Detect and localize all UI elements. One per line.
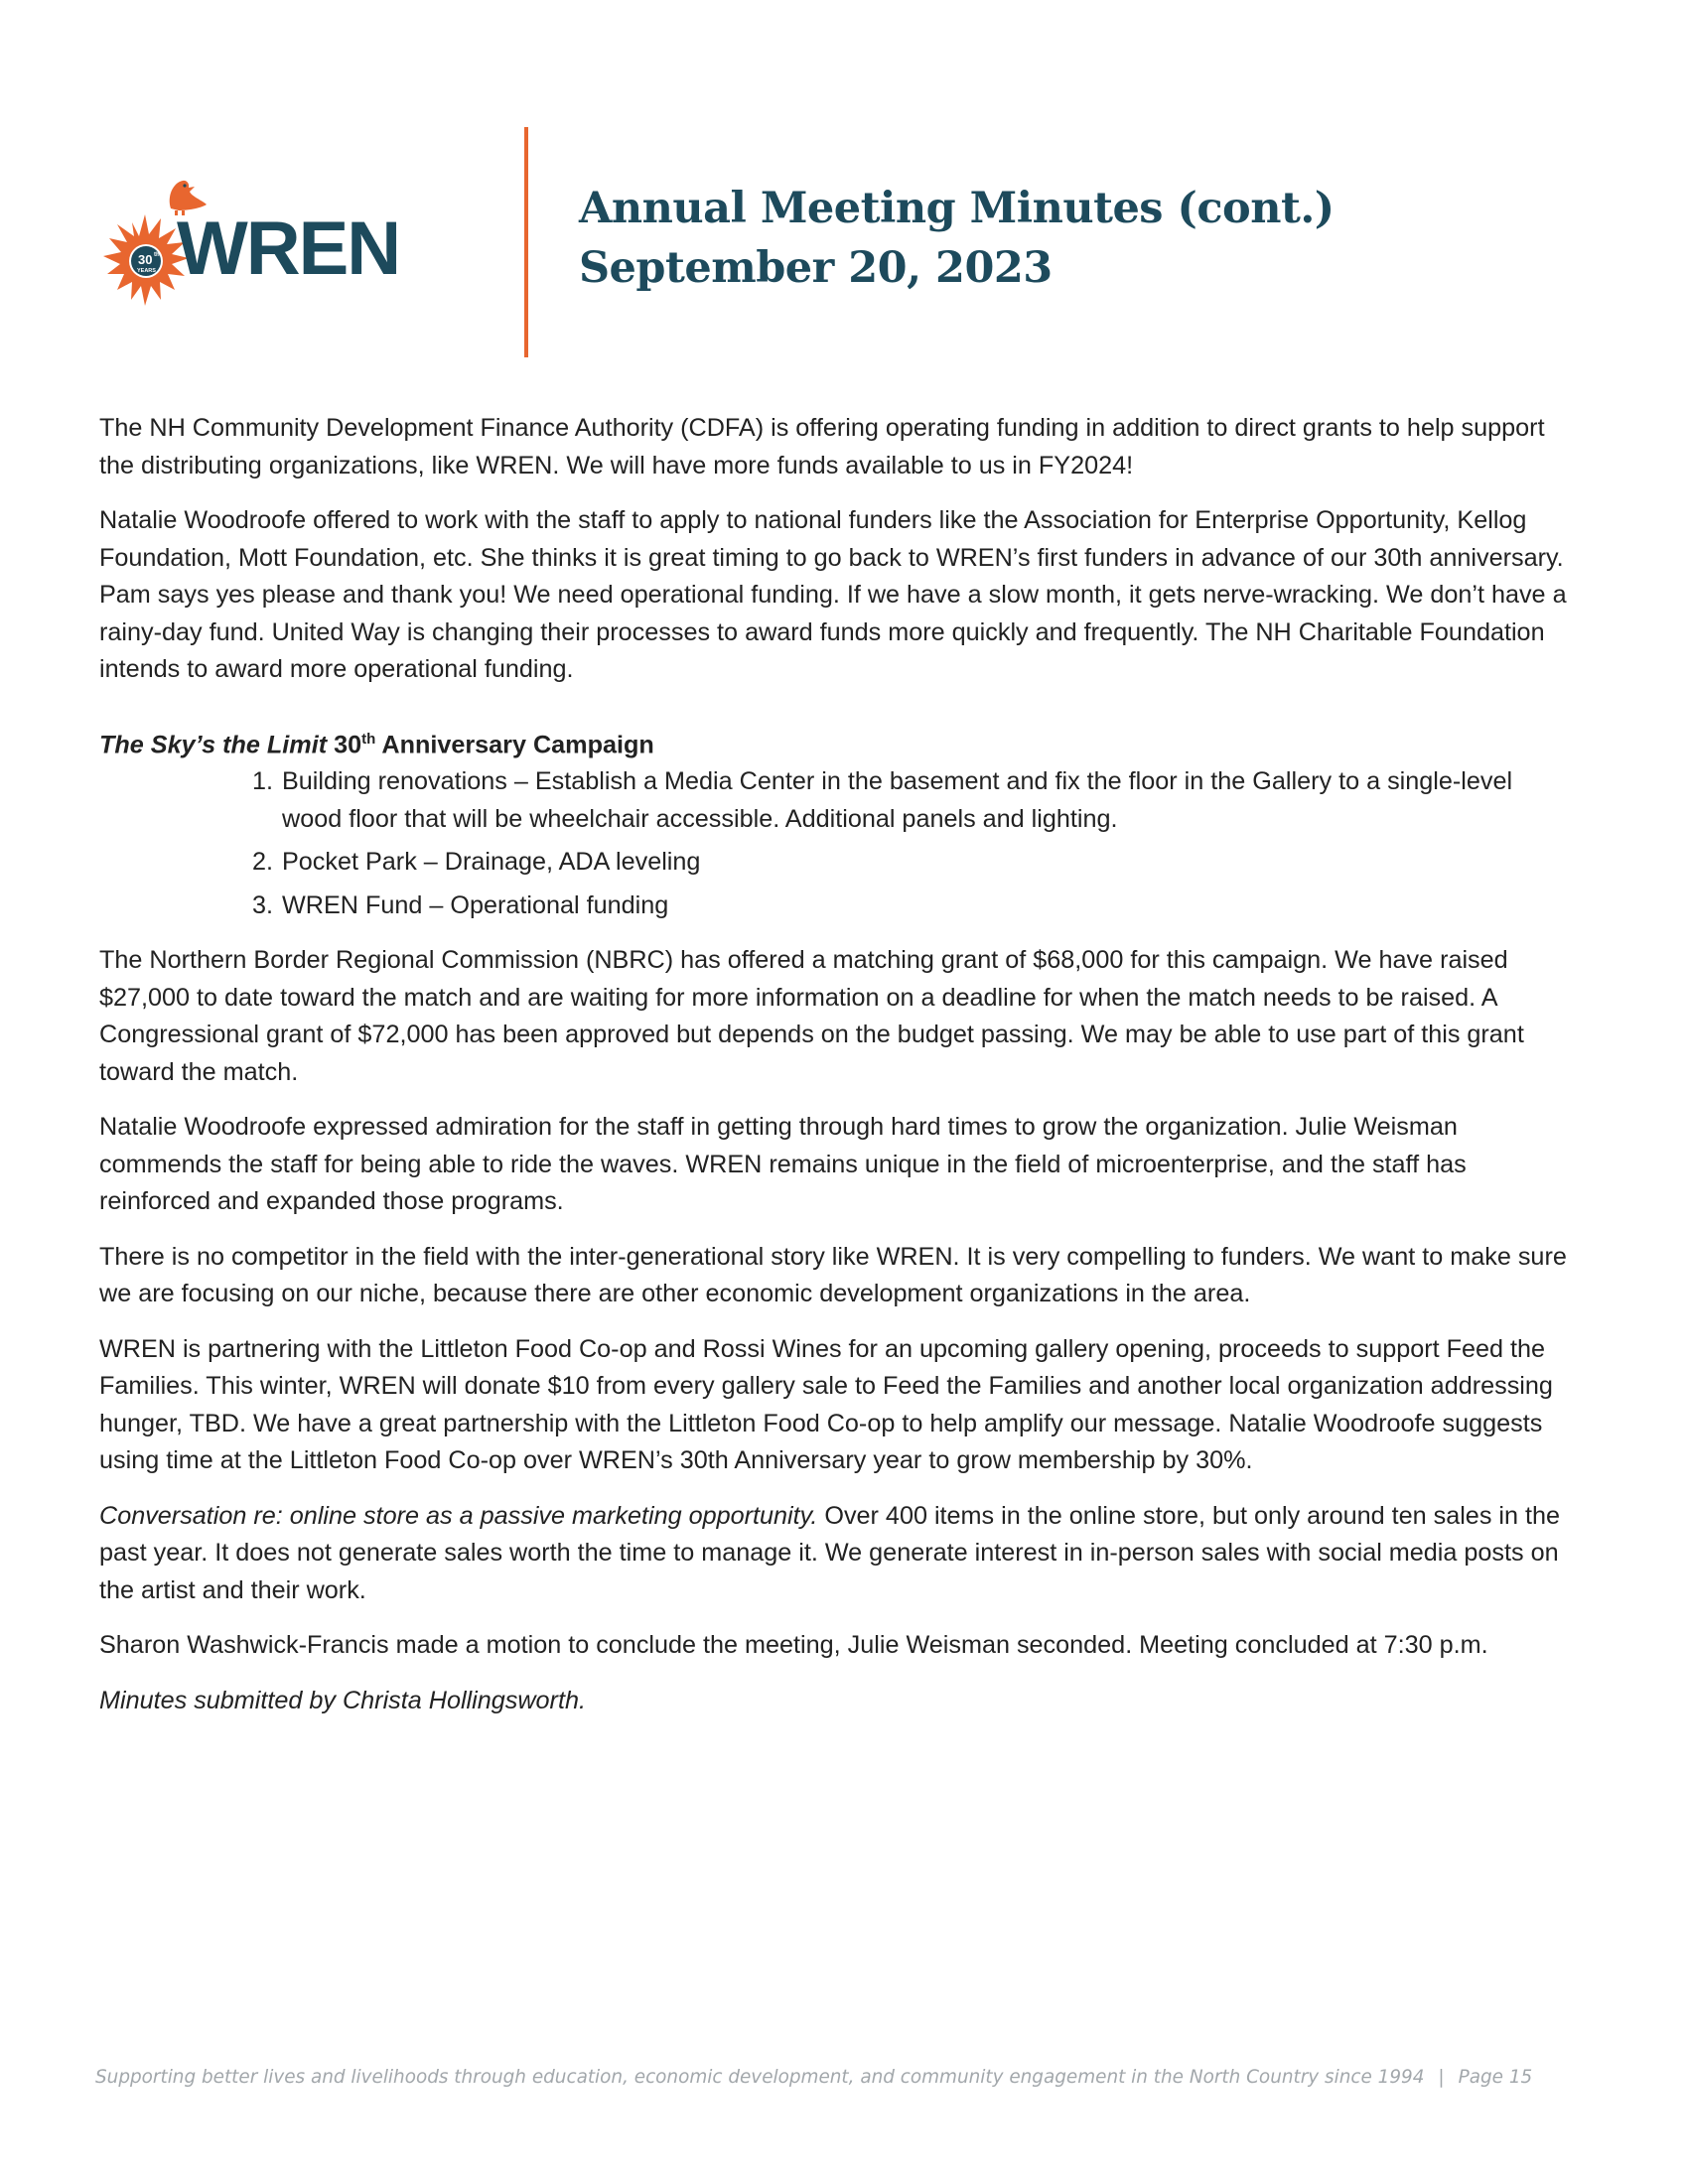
campaign-heading — [99, 721, 1569, 764]
list-item: 3. WREN Fund – Operational funding — [280, 887, 1569, 925]
page-title — [579, 179, 1335, 298]
online-store-text: Over 400 items in the online store, but only around ten sales in the past year. It does not generate sales worth the time to manage it. We generate interest in in-person sales with social media posts on the artist and their work. — [99, 1501, 1561, 1604]
badge-number: 30 — [138, 252, 153, 267]
paragraph-online-store — [99, 1498, 1569, 1610]
brand-wordmark: WREN — [177, 206, 400, 291]
campaign-heading-number: 30 — [334, 730, 362, 758]
header-divider — [524, 127, 528, 357]
footer-separator: | — [1438, 2067, 1445, 2088]
minutes-signature: Minutes submitted by Christa Hollingsworth. — [99, 1686, 586, 1714]
campaign-list — [99, 763, 1569, 924]
campaign-heading-sup: th — [361, 730, 376, 748]
paragraph-cdfa: The NH Community Development Finance Authority (CDFA) is offering operating funding in addition to direct grants to help support the distributing organizations, like WREN. We will have more funds available to us in FY2024! — [99, 414, 1545, 479]
paragraph-partnership: WREN is partnering with the Littleton Food Co-op and Rossi Wines for an upcoming gallery opening, proceeds to support Feed the Families. This winter, WREN will donate $10 from every gallery sale to Feed the Families and another local organization addressing hunger, TBD. We have a great partnership with the Littleton Food Co-op to help amplify our message. Natalie Woodroofe suggests using time at the Littleton Food Co-op over WREN’s 30th Anniversary year to grow membership by 30%. — [99, 1334, 1553, 1475]
badge-word: YEARS — [137, 268, 156, 274]
title-line-2: September 20, 2023 — [579, 243, 1053, 293]
paragraph-nbrc: The Northern Border Regional Commission (NBRC) has offered a matching grant of $68,000 for this campaign. We have raised $27,000 to date toward the match and are waiting for more information on a deadline for when the match needs to be raised. A Congressional grant of $72,000 has been approved but depends on the budget passing. We may be able to use part of this grant toward the match. — [99, 946, 1524, 1086]
list-item: 1. Building renovations – Establish a Media Center in the basement and fix the floor in the Gallery to a single-level wood floor that will be wheelchair accessible. Additional panels and lighting. — [280, 763, 1569, 838]
badge-suffix: th — [154, 252, 160, 258]
paragraph-funders: Natalie Woodroofe offered to work with the staff to apply to national funders like the Association for Enterprise Opportunity, Kellog Foundation, Mott Foundation, etc. She thinks it is great timing to go back to WREN’s first funders in advance of our 30th anniversary. Pam says yes please and thank you! We need operational funding. If we have a slow month, it gets nerve-wracking. We don’t have a rainy-day fund. United Way is changing their processes to award funds more quickly and frequently. The NH Charitable Foundation intends to award more operational funding. — [99, 506, 1567, 683]
title-line-1: Annual Meeting Minutes (cont.) — [579, 184, 1335, 233]
list-item: 2. Pocket Park – Drainage, ADA leveling — [280, 844, 1569, 882]
minutes-body — [99, 410, 1569, 1737]
paragraph-admiration: Natalie Woodroofe expressed admiration for the staff in getting through hard times to grow the organization. Julie Weisman commends the staff for being able to ride the waves. WREN remains unique in the field of microenterprise, and the staff has reinforced and expanded those programs. — [99, 1113, 1467, 1216]
campaign-heading-italic: The Sky’s the Limit — [99, 730, 328, 758]
page-number: Page 15 — [1458, 2067, 1533, 2088]
footer-tagline: Supporting better lives and livelihoods through education, economic development, and community engagement in the North Country since 1994 — [95, 2067, 1425, 2088]
wren-logo — [79, 167, 477, 316]
online-store-heading: Conversation re: online store as a passive marketing opportunity. — [99, 1501, 818, 1530]
paragraph-competitor: There is no competitor in the field with the inter-generational story like WREN. It is very compelling to funders. We want to make sure we are focusing on our niche, because there are other economic development organizations in the area. — [99, 1242, 1567, 1308]
paragraph-conclusion: Sharon Washwick-Francis made a motion to conclude the meeting, Julie Weisman seconded. Meeting concluded at 7:30 p.m. — [99, 1631, 1488, 1660]
campaign-heading-rest: Anniversary Campaign — [381, 730, 654, 758]
page-footer — [95, 2067, 1605, 2088]
